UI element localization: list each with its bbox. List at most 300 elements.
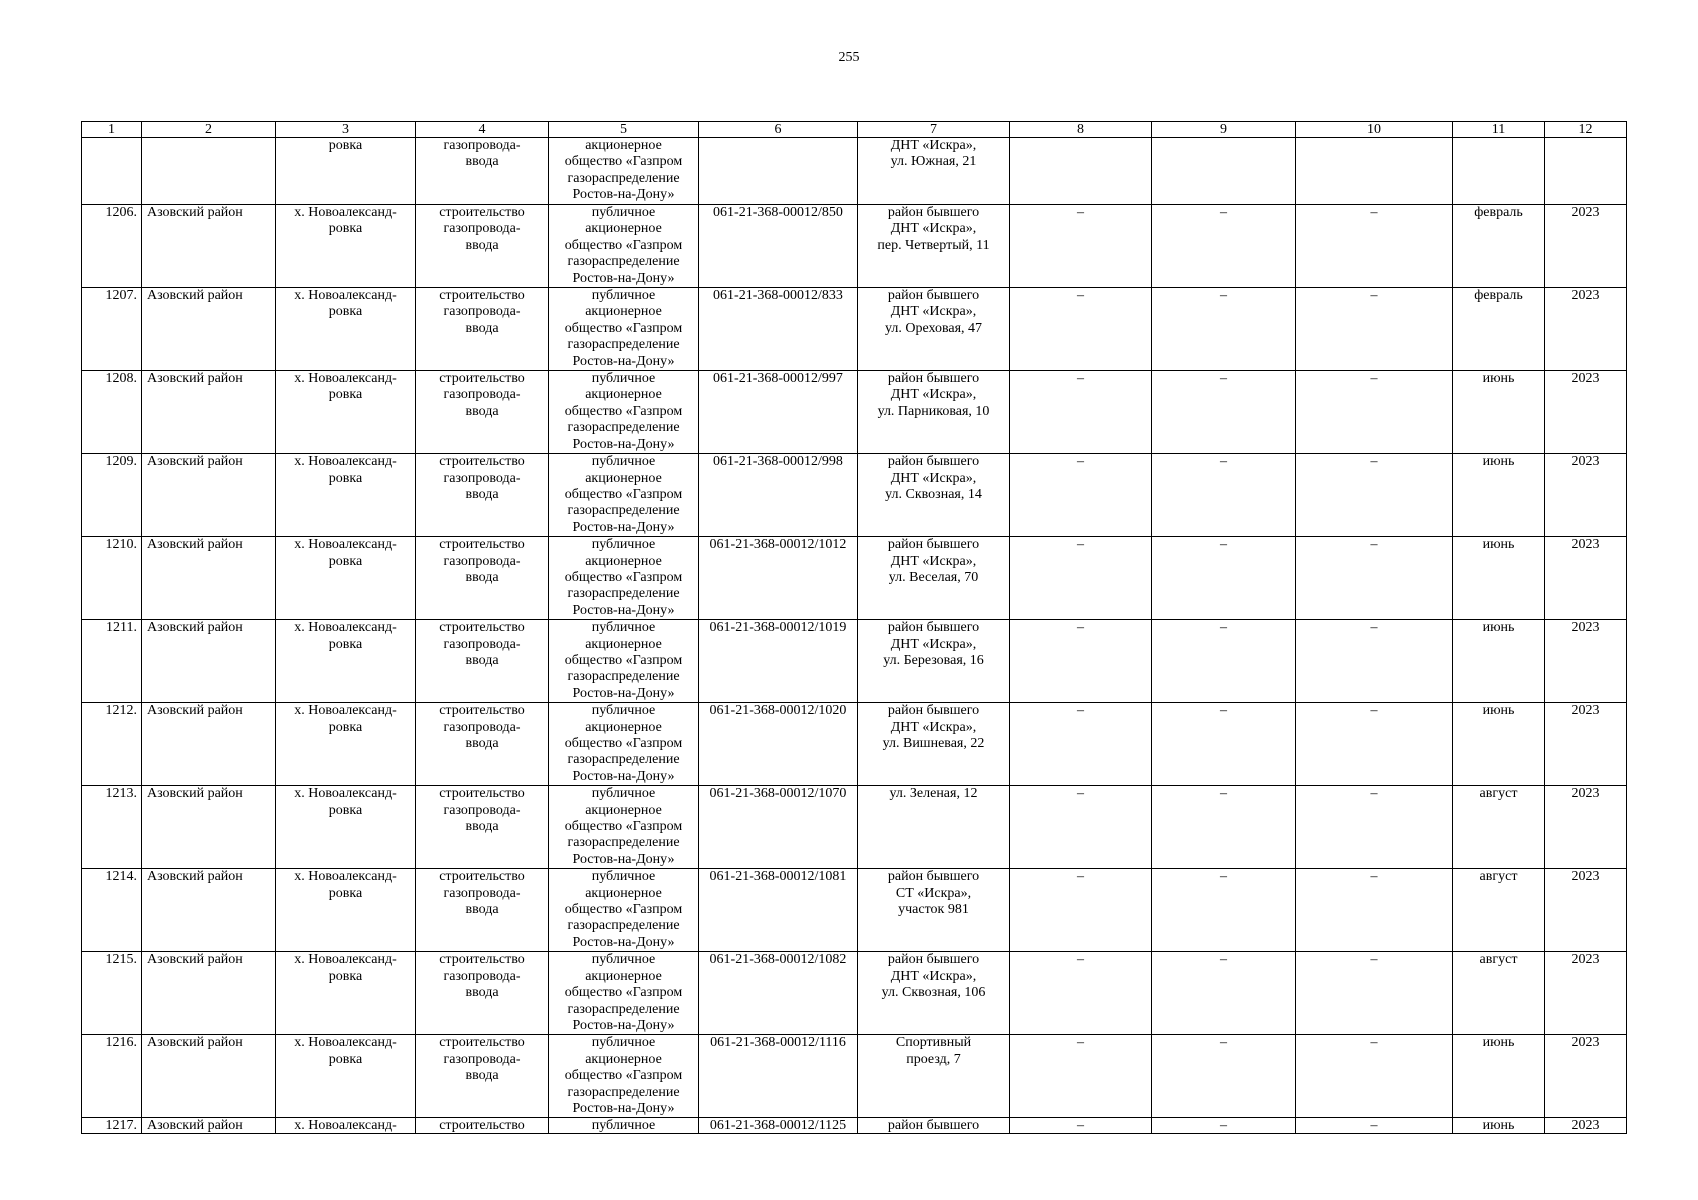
column-header: 8	[1010, 122, 1152, 138]
district-cell: Азовский район	[142, 952, 276, 1035]
locality-cell-line: х. Новоалександ-	[294, 703, 397, 719]
organization-cell-line: акционерное	[585, 138, 662, 153]
locality-cell-line: ровка	[328, 553, 363, 569]
organization-cell-line: газораспределение	[567, 835, 680, 851]
work-type-cell-line: строительство	[439, 454, 525, 470]
work-type-cell-line: ввода	[465, 985, 499, 1001]
organization-cell-line: Ростов-на-Дону»	[572, 270, 675, 286]
organization-cell-line: публичное	[591, 371, 656, 387]
address-cell	[858, 1118, 1010, 1134]
column-10-cell	[1296, 138, 1453, 205]
organization-cell-line: общество «Газпром	[564, 985, 683, 1001]
locality-cell-line: х. Новоалександ-	[294, 1035, 397, 1051]
work-type-cell	[416, 537, 549, 620]
table-row	[82, 786, 1627, 869]
year-cell: 2023	[1545, 454, 1627, 537]
organization-cell	[549, 620, 699, 703]
address-cell	[858, 288, 1010, 371]
locality-cell	[276, 371, 416, 454]
column-8-cell: –	[1010, 454, 1152, 537]
work-type-cell-line: строительство	[439, 786, 525, 802]
work-type-cell-line: газопровода-	[443, 470, 521, 486]
year-cell: 2023	[1545, 1118, 1627, 1134]
month-cell: июнь	[1453, 1035, 1545, 1118]
organization-cell-line: общество «Газпром	[564, 237, 683, 253]
locality-cell-line: х. Новоалександ-	[294, 371, 397, 387]
month-cell: июнь	[1453, 454, 1545, 537]
locality-cell-line: х. Новоалександ-	[294, 288, 397, 304]
work-type-cell-line: строительство	[439, 1118, 525, 1134]
locality-cell-line: х. Новоалександ-	[294, 786, 397, 802]
district-cell: Азовский район	[142, 869, 276, 952]
month-cell: август	[1453, 952, 1545, 1035]
address-cell-line: СТ «Искра»,	[895, 885, 972, 901]
address-cell	[858, 537, 1010, 620]
address-cell-line: ул. Сквозная, 106	[881, 985, 986, 1001]
column-header: 5	[549, 122, 699, 138]
address-cell	[858, 205, 1010, 288]
locality-cell	[276, 205, 416, 288]
address-cell-line: Спортивный	[895, 1035, 972, 1051]
organization-cell-line: газораспределение	[567, 337, 680, 353]
column-10-cell: –	[1296, 786, 1453, 869]
organization-cell-line: общество «Газпром	[564, 320, 683, 336]
organization-cell-line: акционерное	[585, 719, 662, 735]
work-type-cell-line: ввода	[465, 1068, 499, 1084]
organization-cell	[549, 371, 699, 454]
locality-cell	[276, 620, 416, 703]
organization-cell	[549, 786, 699, 869]
table-row	[82, 703, 1627, 786]
column-8-cell: –	[1010, 371, 1152, 454]
address-cell-line: ДНТ «Искра»,	[890, 968, 977, 984]
organization-cell-line: Ростов-на-Дону»	[572, 685, 675, 701]
column-header: 7	[858, 122, 1010, 138]
locality-cell	[276, 138, 416, 205]
address-cell-line: проезд, 7	[906, 1051, 961, 1067]
locality-cell-line: ровка	[328, 304, 363, 320]
organization-cell-line: акционерное	[585, 470, 662, 486]
locality-cell-line: ровка	[328, 387, 363, 403]
address-cell-line: ДНТ «Искра»,	[890, 719, 977, 735]
locality-cell-line: х. Новоалександ-	[294, 537, 397, 553]
column-header: 9	[1152, 122, 1296, 138]
column-8-cell: –	[1010, 1035, 1152, 1118]
locality-cell-line: х. Новоалександ-	[294, 952, 397, 968]
month-cell: июнь	[1453, 703, 1545, 786]
work-type-cell	[416, 1118, 549, 1134]
column-header: 6	[699, 122, 858, 138]
work-type-cell-line: газопровода-	[443, 885, 521, 901]
table-row	[82, 1035, 1627, 1118]
work-type-cell-line: ввода	[465, 819, 499, 835]
organization-cell	[549, 537, 699, 620]
column-header: 3	[276, 122, 416, 138]
work-type-cell-line: газопровода-	[443, 138, 521, 153]
organization-cell-line: акционерное	[585, 885, 662, 901]
organization-cell-line: акционерное	[585, 802, 662, 818]
column-9-cell: –	[1152, 205, 1296, 288]
district-cell: Азовский район	[142, 371, 276, 454]
organization-cell-line: публичное	[591, 952, 656, 968]
column-9-cell: –	[1152, 869, 1296, 952]
organization-cell-line: Ростов-на-Дону»	[572, 1100, 675, 1116]
column-10-cell: –	[1296, 869, 1453, 952]
column-header: 12	[1545, 122, 1627, 138]
table-row	[82, 454, 1627, 537]
table-row	[82, 537, 1627, 620]
column-header: 10	[1296, 122, 1453, 138]
district-cell: Азовский район	[142, 620, 276, 703]
address-cell	[858, 371, 1010, 454]
work-type-cell-line: газопровода-	[443, 1051, 521, 1067]
address-cell-line: район бывшего	[887, 288, 980, 304]
work-type-cell	[416, 620, 549, 703]
address-cell-line: пер. Четвертый, 11	[877, 237, 990, 253]
column-8-cell: –	[1010, 703, 1152, 786]
registration-code-cell: 061-21-368-00012/1082	[699, 952, 858, 1035]
column-10-cell: –	[1296, 537, 1453, 620]
row-number-cell: 1206.	[82, 205, 142, 288]
column-9-cell: –	[1152, 371, 1296, 454]
work-type-cell-line: ввода	[465, 902, 499, 918]
address-cell-line: район бывшего	[887, 371, 980, 387]
organization-cell	[549, 1035, 699, 1118]
column-header: 11	[1453, 122, 1545, 138]
organization-cell-line: публичное	[591, 1035, 656, 1051]
organization-cell-line: акционерное	[585, 636, 662, 652]
work-type-cell	[416, 786, 549, 869]
month-cell: июнь	[1453, 620, 1545, 703]
registration-code-cell: 061-21-368-00012/1116	[699, 1035, 858, 1118]
address-cell	[858, 703, 1010, 786]
registration-code-cell: 061-21-368-00012/1012	[699, 537, 858, 620]
construction-plan-table	[81, 121, 1627, 1134]
organization-cell-line: Ростов-на-Дону»	[572, 768, 675, 784]
address-cell-line: район бывшего	[887, 703, 980, 719]
row-number-cell: 1214.	[82, 869, 142, 952]
district-cell: Азовский район	[142, 1035, 276, 1118]
work-type-cell	[416, 703, 549, 786]
table-row	[82, 288, 1627, 371]
column-9-cell: –	[1152, 537, 1296, 620]
table-row	[82, 952, 1627, 1035]
organization-cell-line: общество «Газпром	[564, 403, 683, 419]
address-cell-line: ул. Березовая, 16	[883, 652, 984, 668]
work-type-cell-line: строительство	[439, 537, 525, 553]
work-type-cell-line: строительство	[439, 371, 525, 387]
locality-cell	[276, 786, 416, 869]
locality-cell	[276, 454, 416, 537]
locality-cell	[276, 1035, 416, 1118]
organization-cell-line: Ростов-на-Дону»	[572, 353, 675, 369]
column-header: 1	[82, 122, 142, 138]
column-9-cell: –	[1152, 1035, 1296, 1118]
locality-cell	[276, 869, 416, 952]
locality-cell-line: ровка	[328, 138, 363, 153]
year-cell: 2023	[1545, 869, 1627, 952]
column-10-cell: –	[1296, 620, 1453, 703]
address-cell	[858, 454, 1010, 537]
work-type-cell-line: ввода	[465, 569, 499, 585]
district-cell: Азовский район	[142, 454, 276, 537]
work-type-cell-line: газопровода-	[443, 636, 521, 652]
registration-code-cell: 061-21-368-00012/1019	[699, 620, 858, 703]
column-8-cell: –	[1010, 786, 1152, 869]
work-type-cell-line: строительство	[439, 288, 525, 304]
year-cell	[1545, 138, 1627, 205]
year-cell: 2023	[1545, 703, 1627, 786]
address-cell-line: ДНТ «Искра»,	[890, 138, 977, 153]
column-9-cell: –	[1152, 454, 1296, 537]
address-cell-line: район бывшего	[887, 952, 980, 968]
column-10-cell: –	[1296, 454, 1453, 537]
month-cell: февраль	[1453, 205, 1545, 288]
organization-cell-line: акционерное	[585, 1051, 662, 1067]
address-cell-line: район бывшего	[887, 205, 980, 220]
work-type-cell	[416, 454, 549, 537]
organization-cell-line: публичное	[591, 537, 656, 553]
address-cell	[858, 620, 1010, 703]
locality-cell-line: х. Новоалександ-	[294, 620, 397, 636]
column-8-cell: –	[1010, 537, 1152, 620]
organization-cell	[549, 454, 699, 537]
address-cell	[858, 952, 1010, 1035]
work-type-cell-line: строительство	[439, 205, 525, 220]
work-type-cell	[416, 371, 549, 454]
locality-cell-line: ровка	[328, 968, 363, 984]
column-9-cell: –	[1152, 952, 1296, 1035]
work-type-cell-line: газопровода-	[443, 304, 521, 320]
column-8-cell	[1010, 138, 1152, 205]
row-number-cell: 1210.	[82, 537, 142, 620]
organization-cell-line: общество «Газпром	[564, 819, 683, 835]
column-8-cell: –	[1010, 288, 1152, 371]
month-cell: июнь	[1453, 1118, 1545, 1134]
organization-cell-line: общество «Газпром	[564, 486, 683, 502]
address-cell-line: ул. Веселая, 70	[888, 569, 979, 585]
locality-cell-line: ровка	[328, 636, 363, 652]
registration-code-cell: 061-21-368-00012/997	[699, 371, 858, 454]
year-cell: 2023	[1545, 371, 1627, 454]
column-9-cell: –	[1152, 620, 1296, 703]
work-type-cell-line: ввода	[465, 237, 499, 253]
organization-cell-line: Ростов-на-Дону»	[572, 1017, 675, 1033]
address-cell	[858, 1035, 1010, 1118]
column-number-header-row	[82, 122, 1627, 138]
address-cell	[858, 138, 1010, 205]
column-8-cell: –	[1010, 869, 1152, 952]
work-type-cell-line: газопровода-	[443, 802, 521, 818]
address-cell-line: участок 981	[898, 902, 969, 918]
row-number-cell: 1207.	[82, 288, 142, 371]
organization-cell	[549, 869, 699, 952]
column-9-cell: –	[1152, 703, 1296, 786]
work-type-cell-line: ввода	[465, 320, 499, 336]
work-type-cell-line: строительство	[439, 952, 525, 968]
column-10-cell: –	[1296, 1035, 1453, 1118]
organization-cell-line: Ростов-на-Дону»	[572, 602, 675, 618]
work-type-cell	[416, 869, 549, 952]
organization-cell-line: публичное	[591, 703, 656, 719]
organization-cell-line: публичное	[591, 620, 656, 636]
organization-cell-line: общество «Газпром	[564, 154, 683, 170]
work-type-cell	[416, 138, 549, 205]
address-cell-line: ДНТ «Искра»,	[890, 553, 977, 569]
address-cell-line: ул. Парниковая, 10	[877, 403, 990, 419]
organization-cell	[549, 703, 699, 786]
table-row	[82, 620, 1627, 703]
locality-cell-line: ровка	[328, 802, 363, 818]
row-number-cell: 1212.	[82, 703, 142, 786]
work-type-cell-line: газопровода-	[443, 719, 521, 735]
column-9-cell: –	[1152, 1118, 1296, 1134]
organization-cell-line: публичное	[591, 288, 656, 304]
organization-cell-line: газораспределение	[567, 752, 680, 768]
address-cell-line: район бывшего	[887, 454, 980, 470]
column-10-cell: –	[1296, 1118, 1453, 1134]
organization-cell-line: общество «Газпром	[564, 652, 683, 668]
district-cell: Азовский район	[142, 1118, 276, 1134]
organization-cell-line: публичное	[591, 454, 656, 470]
table-row	[82, 371, 1627, 454]
address-cell-line: ул. Вишневая, 22	[882, 736, 985, 751]
organization-cell-line: публичное	[591, 205, 656, 220]
table-row	[82, 138, 1627, 205]
registration-code-cell: 061-21-368-00012/833	[699, 288, 858, 371]
work-type-cell-line: строительство	[439, 620, 525, 636]
organization-cell	[549, 205, 699, 288]
column-10-cell: –	[1296, 952, 1453, 1035]
month-cell: август	[1453, 869, 1545, 952]
column-header: 4	[416, 122, 549, 138]
address-cell-line: ул. Зеленая, 12	[889, 786, 978, 802]
column-10-cell: –	[1296, 205, 1453, 288]
district-cell: Азовский район	[142, 537, 276, 620]
month-cell: июнь	[1453, 537, 1545, 620]
organization-cell-line: акционерное	[585, 304, 662, 320]
row-number-cell: 1216.	[82, 1035, 142, 1118]
row-number-cell: 1217.	[82, 1118, 142, 1134]
work-type-cell	[416, 952, 549, 1035]
organization-cell-line: акционерное	[585, 968, 662, 984]
column-header: 2	[142, 122, 276, 138]
address-cell-line: район бывшего	[887, 537, 980, 553]
column-8-cell: –	[1010, 205, 1152, 288]
organization-cell-line: газораспределение	[567, 586, 680, 602]
locality-cell-line: ровка	[328, 719, 363, 735]
locality-cell-line: ровка	[328, 221, 363, 237]
work-type-cell-line: газопровода-	[443, 968, 521, 984]
row-number-cell: 1211.	[82, 620, 142, 703]
year-cell: 2023	[1545, 952, 1627, 1035]
work-type-cell-line: ввода	[465, 486, 499, 502]
organization-cell-line: Ростов-на-Дону»	[572, 519, 675, 535]
table-row	[82, 1118, 1627, 1134]
organization-cell-line: газораспределение	[567, 669, 680, 685]
address-cell-line: ДНТ «Искра»,	[890, 387, 977, 403]
work-type-cell-line: ввода	[465, 403, 499, 419]
organization-cell-line: общество «Газпром	[564, 902, 683, 918]
organization-cell-line: публичное	[591, 786, 656, 802]
column-8-cell: –	[1010, 1118, 1152, 1134]
organization-cell-line: общество «Газпром	[564, 1068, 683, 1084]
address-cell-line: ДНТ «Искра»,	[890, 636, 977, 652]
locality-cell-line: х. Новоалександ-	[294, 1118, 397, 1134]
registration-code-cell: 061-21-368-00012/1125	[699, 1118, 858, 1134]
organization-cell-line: Ростов-на-Дону»	[572, 934, 675, 950]
organization-cell-line: газораспределение	[567, 420, 680, 436]
registration-code-cell: 061-21-368-00012/1081	[699, 869, 858, 952]
organization-cell-line: Ростов-на-Дону»	[572, 187, 675, 203]
month-cell	[1453, 138, 1545, 205]
organization-cell-line: акционерное	[585, 553, 662, 569]
row-number-cell: 1208.	[82, 371, 142, 454]
work-type-cell-line: ввода	[465, 154, 499, 170]
work-type-cell-line: строительство	[439, 703, 525, 719]
work-type-cell	[416, 288, 549, 371]
locality-cell-line: ровка	[328, 470, 363, 486]
page-number: 255	[838, 50, 860, 65]
address-cell-line: ДНТ «Искра»,	[890, 304, 977, 320]
row-number-cell	[82, 138, 142, 205]
column-9-cell	[1152, 138, 1296, 205]
year-cell: 2023	[1545, 620, 1627, 703]
organization-cell-line: общество «Газпром	[564, 569, 683, 585]
locality-cell	[276, 1118, 416, 1134]
registration-code-cell: 061-21-368-00012/850	[699, 205, 858, 288]
month-cell: июнь	[1453, 371, 1545, 454]
locality-cell-line: ровка	[328, 1051, 363, 1067]
address-cell-line: район бывшего	[887, 620, 980, 636]
organization-cell-line: акционерное	[585, 387, 662, 403]
organization-cell-line: газораспределение	[567, 170, 680, 186]
address-cell-line: ул. Южная, 21	[890, 154, 977, 170]
organization-cell	[549, 138, 699, 205]
row-number-cell: 1209.	[82, 454, 142, 537]
year-cell: 2023	[1545, 537, 1627, 620]
locality-cell	[276, 952, 416, 1035]
organization-cell	[549, 952, 699, 1035]
work-type-cell	[416, 1035, 549, 1118]
locality-cell-line: ровка	[328, 885, 363, 901]
address-cell-line: ДНТ «Искра»,	[890, 470, 977, 486]
locality-cell-line: х. Новоалександ-	[294, 869, 397, 885]
organization-cell	[549, 288, 699, 371]
locality-cell-line: х. Новоалександ-	[294, 205, 397, 220]
table-row	[82, 869, 1627, 952]
organization-cell-line: Ростов-на-Дону»	[572, 436, 675, 452]
year-cell: 2023	[1545, 205, 1627, 288]
work-type-cell-line: газопровода-	[443, 387, 521, 403]
work-type-cell-line: газопровода-	[443, 553, 521, 569]
organization-cell-line: публичное	[591, 1118, 656, 1134]
column-8-cell: –	[1010, 620, 1152, 703]
locality-cell	[276, 288, 416, 371]
organization-cell-line: газораспределение	[567, 918, 680, 934]
work-type-cell	[416, 205, 549, 288]
address-cell-line: ДНТ «Искра»,	[890, 221, 977, 237]
row-number-cell: 1215.	[82, 952, 142, 1035]
work-type-cell-line: строительство	[439, 869, 525, 885]
registration-code-cell: 061-21-368-00012/1020	[699, 703, 858, 786]
column-10-cell: –	[1296, 288, 1453, 371]
district-cell: Азовский район	[142, 205, 276, 288]
organization-cell-line: общество «Газпром	[564, 736, 683, 751]
organization-cell-line: газораспределение	[567, 1084, 680, 1100]
column-8-cell: –	[1010, 952, 1152, 1035]
column-9-cell: –	[1152, 786, 1296, 869]
